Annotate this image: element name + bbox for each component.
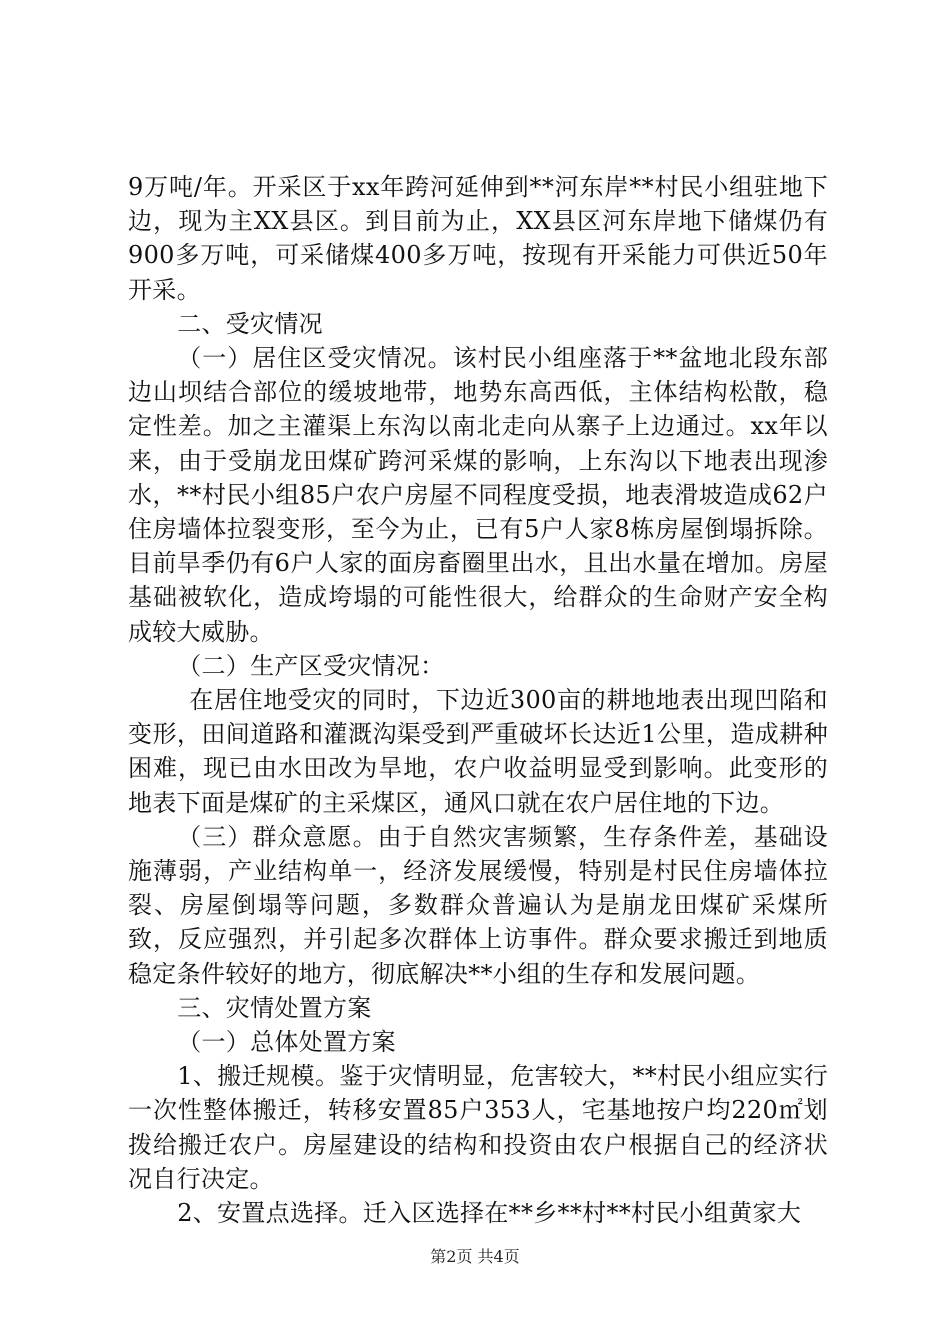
paragraph-residential-damage: （一）居住区受灾情况。该村民小组座落于**盆地北段东部边山坝结合部位的缓坡地带，地势东高西低，主体结构松散，稳定性差。加之主灌渠上东沟以南北走向从寨子上边通过。xx年以来，由于受崩龙田煤矿跨河采煤的影响，上东沟以下地表出现渗水，**村民小组85户农户房屋不同程度受损，地表滑坡造成62户住房墙体拉裂变形，至今为止，已有5户人家8栋房屋倒塌拆除。目前旱季仍有6户人家的面房畜圈里出水，且出水量在增加。房屋基础被软化，造成垮塌的可能性很大，给群众的生命财产安全构成较大威胁。: [128, 344, 828, 646]
subheading-production-damage: （二）生产区受灾情况：: [177, 651, 445, 680]
paragraph-public-wishes: （三）群众意愿。由于自然灾害频繁，生存条件差，基础设施薄弱，产业结构单一，经济发展缓慢，特别是村民住房墙体拉裂、房屋倒塌等问题，多数群众普遍认为是崩龙田煤矿采煤所致，反应强烈，并引起多次群体上访事件。群众要求搬迁到地质稳定条件较好的地方，彻底解决**小组的生存和发展问题。: [128, 822, 828, 988]
subheading-overall-plan: （一）总体处置方案: [177, 1028, 396, 1057]
page-footer: 第2页 共4页: [430, 1247, 520, 1266]
paragraph-farmland-damage: 在居住地受灾的同时，下边近300亩的耕地地表出现凹陷和变形，田间道路和灌溉沟渠受到严重破坏长达近1公里，造成耕种困难，现已由水田改为旱地，农户收益明显受到影响。此变形的地表下面是煤矿的主采煤区，通风口就在农户居住地的下边。: [128, 686, 828, 817]
section-heading-plan: 三、灾情处置方案: [177, 993, 372, 1022]
paragraph-relocation-scale: 1、搬迁规模。鉴于灾情明显，危害较大，**村民小组应实行一次性整体搬迁，转移安置85户353人，宅基地按户均220㎡划拨给搬迁农户。房屋建设的结构和投资由农户根据自己的经济状况自行决定。: [128, 1062, 828, 1193]
document-body: [128, 170, 828, 1230]
paragraph-site-selection: 2、安置点选择。迁入区选择在**乡**村**村民小组黄家大: [177, 1199, 802, 1228]
paragraph-coal-reserves: 9万吨/年。开采区于xx年跨河延伸到**河东岸**村民小组驻地下边，现为主XX县区。到目前为止，XX县区河东岸地下储煤仍有900多万吨，可采储煤400多万吨，按现有开采能力可供近50年开采。: [128, 173, 828, 304]
section-heading-disaster: 二、受灾情况: [177, 309, 323, 338]
